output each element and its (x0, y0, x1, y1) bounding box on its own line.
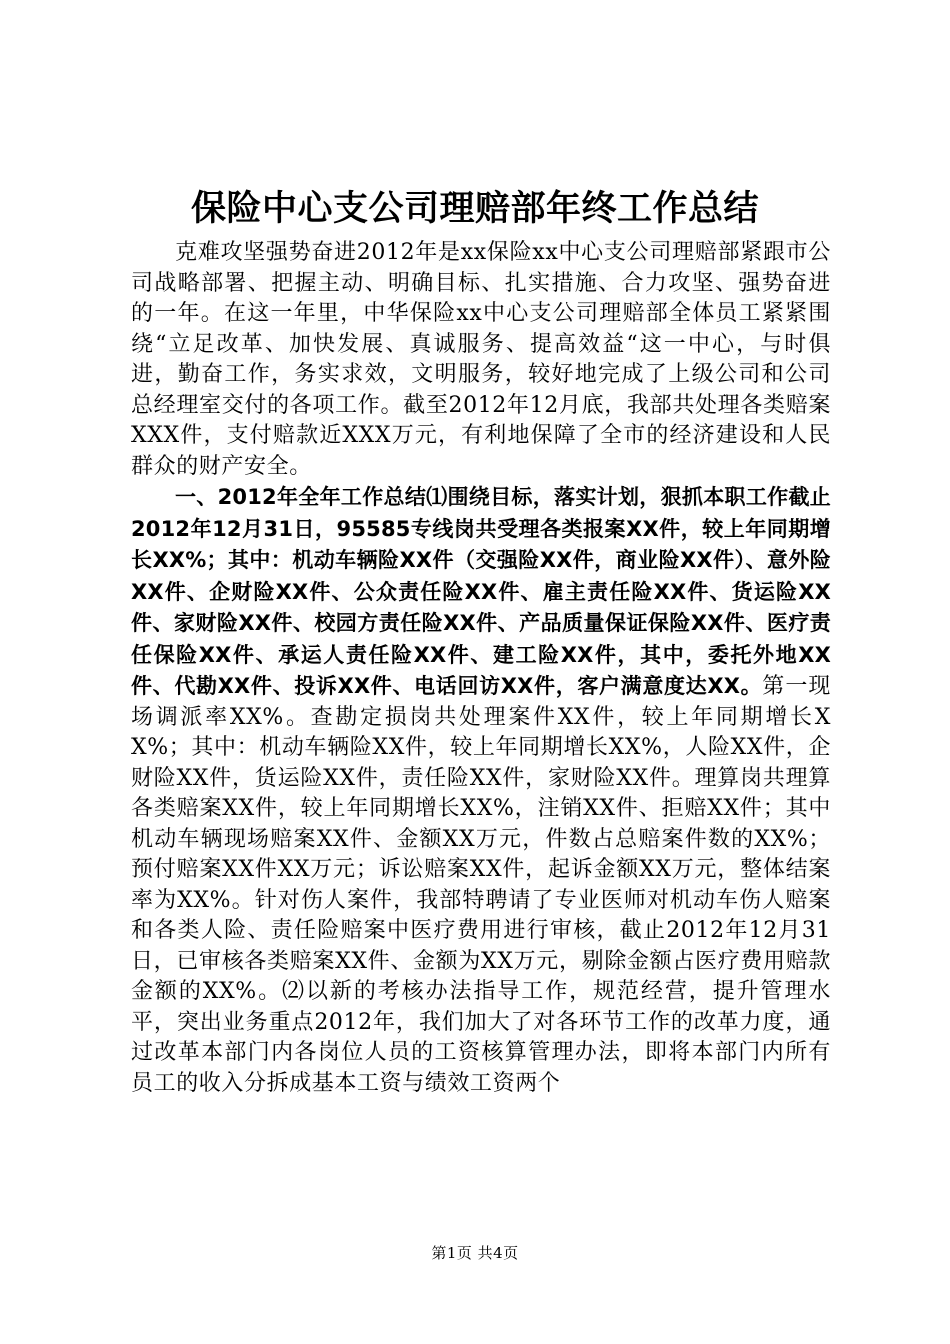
document-body (131, 238, 831, 1099)
intro-paragraph: 克难攻坚强势奋进2012年是xx保险xx中心支公司理赔部紧跟市公司战略部署、把握主动、明确目标、扎实措施、合力攻坚、强势奋进的一年。在这一年里，中华保险xx中心支公司理赔部全体员工紧紧围绕“立足改革、加快发展、真诚服务、提高效益“这一中心，与时俱进，勤奋工作，务实求效，文明服务，较好地完成了上级公司和公司总经理室交付的各项工作。截至2012年12月底，我部共处理各类赔案XXX件，支付赔款近XXX万元，有利地保障了全市的经济建设和人民群众的财产安全。 (131, 240, 831, 479)
section-1-body: 第一现场调派率XX%。查勘定损岗共处理案件XX件，较上年同期增长XX%；其中：机动车辆险XX件，较上年同期增长XX%，人险XX件，企财险XX件，货运险XX件，责任险XX件，家财险XX件。理算岗共理算各类赔案XX件，较上年同期增长XX%，注销XX件、拒赔XX件；其中机动车辆现场赔案XX件、金额XX万元，件数占总赔案件数的XX%；预付赔案XX件XX万元；诉讼赔案XX件，起诉金额XX万元，整体结案率为XX%。针对伤人案件，我部特聘请了专业医师对机动车伤人赔案和各类人险、责任险赔案中医疗费用进行审核，截止2012年12月31日，已审核各类赔案XX件、金额为XX万元，剔除金额占医疗费用赔款金额的XX%。⑵以新的考核办法指导工作，规范经营，提升管理水平，突出业务重点2012年，我们加大了对各环节工作的改革力度，通过改革本部门内各岗位人员的工资核算管理办法，即将本部门内所有员工的收入分拆成基本工资与绩效工资两个 (131, 674, 831, 1096)
page-footer: 第1页 共4页 (431, 1244, 519, 1262)
section-1-lead: 一、2012年全年工作总结⑴围绕目标，落实计划，狠抓本职工作截止2012年12月31日，95585专线岗共受理各类报案XX件，较上年同期增长XX%；其中：机动车辆险XX件（交强险XX件，商业险XX件）、意外险XX件、企财险XX件、公众责任险XX件、雇主责任险XX件、货运险XX件、家财险XX件、校园方责任险XX件、产品质量保证保险XX件、医疗责任保险XX件、承运人责任险XX件、建工险XX件，其中，委托外地XX件、代勘XX件、投诉XX件、电话回访XX件，客户满意度达XX。 (131, 485, 831, 698)
section-1-paragraph (131, 482, 831, 1099)
document-title: 保险中心支公司理赔部年终工作总结 (190, 188, 759, 229)
